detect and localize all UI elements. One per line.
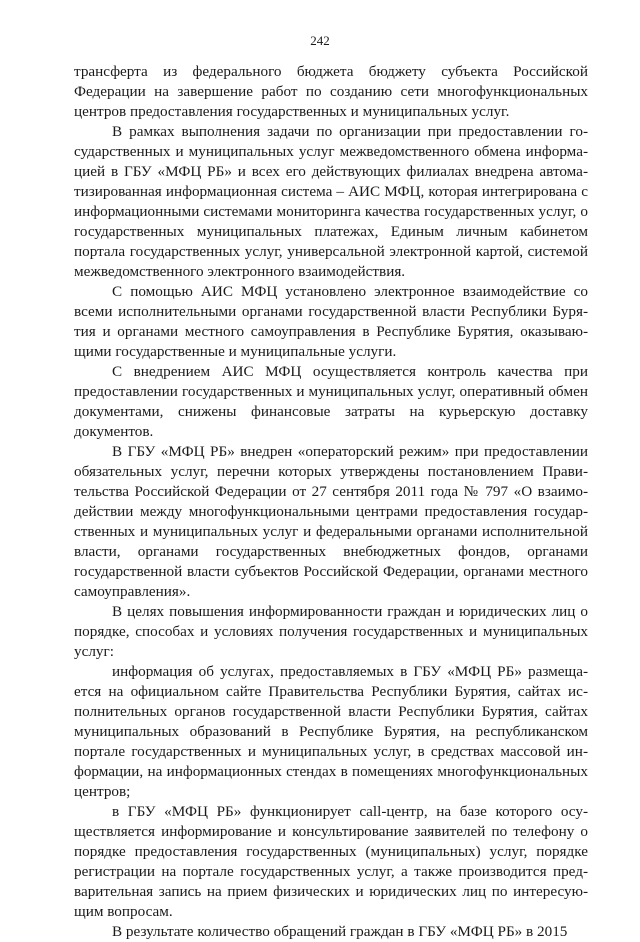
paragraph-call-center: в ГБУ «МФЦ РБ» функционирует call-центр, на базе которого осуществляется информирование и консультирование заявителей по телефону о порядке предоставления государственных (муниципальных) услуг, порядке регистрации на портале государственных услуг, а также производится предварительная запись на прием физических и юридических лиц по интересующим вопросам. <box>74 803 588 920</box>
paragraph-operator-mode: В ГБУ «МФЦ РБ» внедрен «операторский режим» при предоставлении обязательных услуг, перечни которых утверждены постановлением Правительства Российской Федерации от 27 сентября 2011 года № 797 «О взаимодействии между многофункциональными центрами предоставления государственных и муниципальных услуг и федеральными органами исполнительной власти, органами государственных внебюджетных фондов, органами государственной власти субъектов Российской Федерации, органами местного самоуправления». <box>74 443 588 600</box>
paragraph-ais-mfc-implementation: В рамках выполнения задачи по организации при предоставлении государственных и муниципальных услуг межведомственного обмена информацией в ГБУ «МФЦ РБ» и всех его действующих филиалах внедрена автоматизированная информационная система – АИС МФЦ, которая интегрирована с информационными системами мониторинга качества государственных услуг, о государственных муниципальных платежах, Единым личным кабинетом портала государственных услуг, универсальной электронной картой, системой межведомственного электронного взаимодействия. <box>74 123 588 280</box>
paragraph-quality-control: С внедрением АИС МФЦ осуществляется контроль качества при предоставлении государственных и муниципальных услуг, оперативный обмен документами, снижены финансовые затраты на курьерскую доставку документов. <box>74 363 588 440</box>
page-number: 242 <box>310 33 330 48</box>
paragraph-awareness-intro: В целях повышения информированности граждан и юридических лиц о порядке, способах и условиях получения государственных и муниципальных услуг: <box>74 603 588 660</box>
body-text <box>74 62 588 942</box>
paragraph-continuation: трансферта из федерального бюджета бюджету субъекта Российской Федерации на завершение работ по созданию сети многофункциональных центров предоставления государственных и муниципальных услуг. <box>74 63 588 120</box>
paragraph-electronic-interaction: С помощью АИС МФЦ установлено электронное взаимодействие со всеми исполнительными органами государственной власти Республики Бурятия и органами местного самоуправления в Республике Бурятия, оказывающими государственные и муниципальные услуги. <box>74 283 588 360</box>
paragraph-results: В результате количество обращений граждан в ГБУ «МФЦ РБ» в 2015 <box>112 923 568 940</box>
paragraph-service-information: информация об услугах, предоставляемых в ГБУ «МФЦ РБ» размещается на официальном сайте Правительства Республики Бурятия, сайтах исполнительных органов государственной власти Республики Бурятия, сайтах муниципальных образований в Республике Бурятия, на республиканском портале государственных и муниципальных услуг, в средствах массовой информации, на информационных стендах в помещениях многофункциональных центров; <box>74 663 588 800</box>
